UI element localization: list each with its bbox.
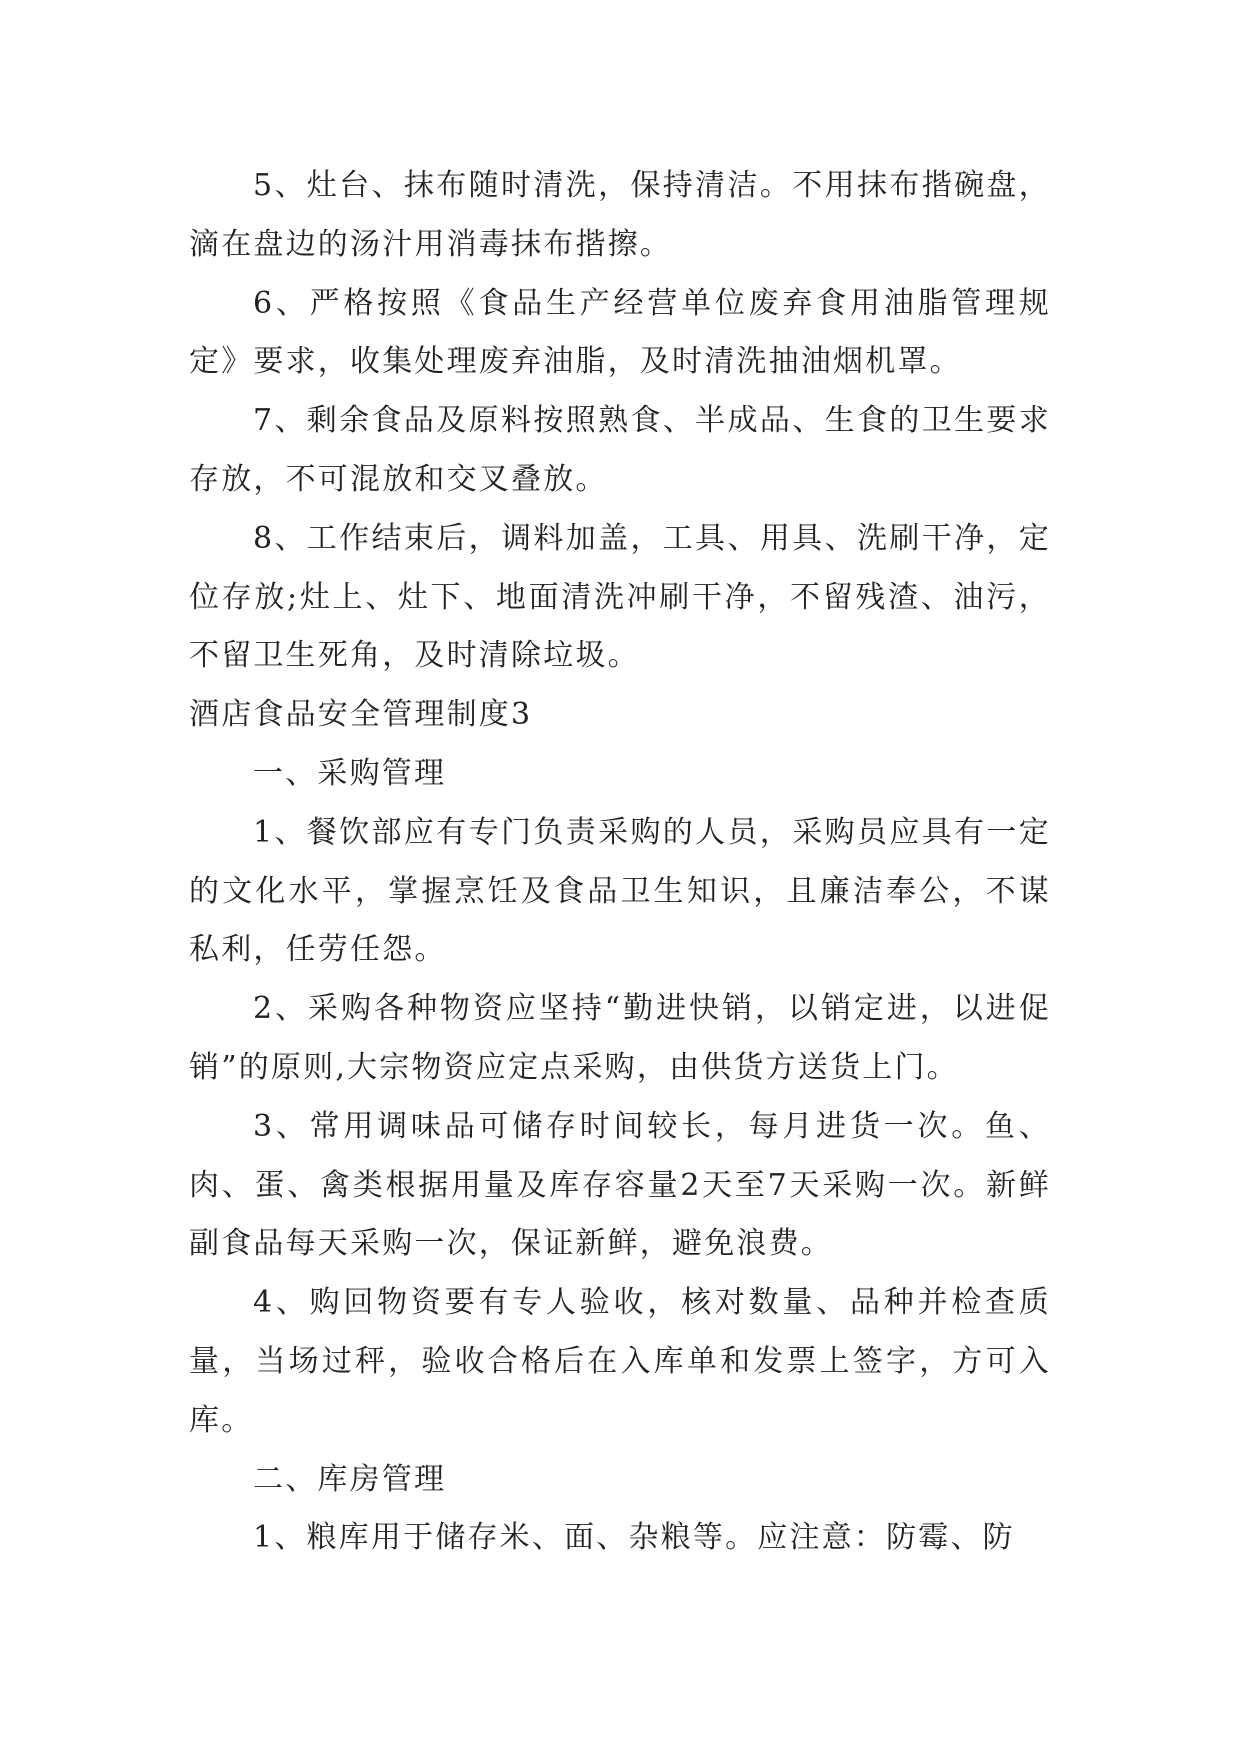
paragraph-purchase-2: 2、采购各种物资应坚持“勤进快销，以销定进，以进促销”的原则,大宗物资应定点采购，由供货方送货上门。 [189, 991, 1051, 1085]
paragraph-item-7: 7、剩余食品及原料按照熟食、半成品、生食的卫生要求存放，不可混放和交叉叠放。 [189, 403, 1051, 497]
paragraph-purchase-1: 1、餐饮部应有专门负责采购的人员，采购员应具有一定的文化水平，掌握烹饪及食品卫生知识，且廉洁奉公，不谋私利，任劳任怨。 [189, 814, 1051, 968]
paragraph-item-8: 8、工作结束后，调料加盖，工具、用具、洗刷干净，定位存放;灶上、灶下、地面清洗冲刷干净，不留残渣、油污，不留卫生死角，及时清除垃圾。 [189, 520, 1051, 674]
paragraph-storage-1: 1、粮库用于储存米、面、杂粮等。应注意：防霉、防 [253, 1520, 1015, 1556]
paragraph-purchase-4: 4、购回物资要有专人验收，核对数量、品种并检查质量，当场过秤，验收合格后在入库单和发票上签字，方可入库。 [189, 1285, 1051, 1438]
paragraph-purchase-3: 3、常用调味品可储存时间较长，每月进货一次。鱼、肉、蛋、禽类根据用量及库存容量2天至7天采购一次。新鲜副食品每天采购一次，保证新鲜，避免浪费。 [189, 1108, 1051, 1262]
heading-storage-management: 二、库房管理 [253, 1461, 447, 1497]
paragraph-item-5: 5、灶台、抹布随时清洗，保持清洁。不用抹布揩碗盘，滴在盘边的汤汁用消毒抹布揩擦。 [189, 168, 1051, 262]
paragraph-item-6: 6、严格按照《食品生产经营单位废弃食用油脂管理规定》要求，收集处理废弃油脂，及时清洗抽油烟机罩。 [189, 285, 1051, 380]
heading-purchase-management: 一、采购管理 [253, 755, 447, 791]
text-column [189, 157, 1051, 1568]
section-title: 酒店食品安全管理制度3 [189, 697, 533, 733]
